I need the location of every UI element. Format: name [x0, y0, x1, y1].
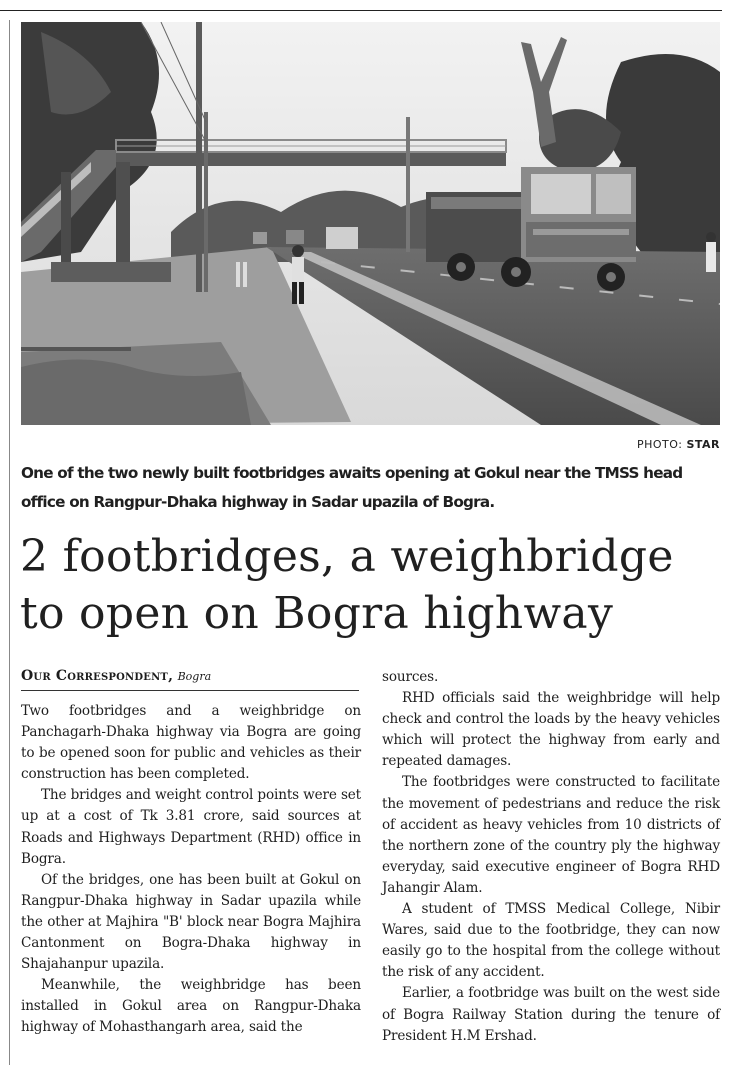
paragraph: Two footbridges and a weighbridge on Panchagarh-Dhaka highway via Bogra are going to be opened soon for public and vehicles as their construction has been completed.	[21, 703, 361, 783]
paragraph: Earlier, a footbridge was built on the west side of Bogra Railway Station during the tenure of President H.M Ershad.	[382, 985, 720, 1044]
photo-illustration	[21, 22, 720, 425]
article-column-1	[21, 701, 361, 1039]
paragraph: Of the bridges, one has been built at Gokul on Rangpur-Dhaka highway in Sadar upazila while the other at Majhira "B' block near Bogra Majhira Cantonment on Bogra-Dhaka highway in Shajahanpur upazila.	[21, 871, 361, 973]
paragraph: A student of TMSS Medical College, Nibir Wares, said due to the footbridge, they can now easily go to the hospital from the college without the risk of any accident.	[382, 901, 720, 981]
photo-credit-label: PHOTO:	[636, 438, 683, 451]
photo-credit	[637, 438, 720, 451]
paragraph: RHD officials said the weighbridge will help check and control the loads by the heavy vehicles which will protect the highway from early and repeated damages.	[382, 690, 720, 770]
headline: 2 footbridges, a weighbridge to open on Bogra highway	[20, 531, 674, 639]
byline-name: Our Correspondent,	[21, 668, 174, 684]
news-photo	[21, 22, 720, 425]
byline	[21, 668, 359, 691]
paragraph: sources.	[382, 669, 439, 685]
paragraph: The bridges and weight control points were set up at a cost of Tk 3.81 crore, said sources at Roads and Highways Department (RHD) office in Bogra.	[21, 787, 361, 867]
photo-caption: One of the two newly built footbridges awaits opening at Gokul near the TMSS head office on Rangpur-Dhaka highway in Sadar upazila of Bogra.	[21, 464, 683, 511]
top-rule	[0, 10, 722, 11]
byline-place: Bogra	[177, 670, 212, 683]
photo-credit-source: STAR	[686, 438, 720, 451]
article-column-2	[382, 667, 720, 1047]
paragraph: Meanwhile, the weighbridge has been installed in Gokul area on Rangpur-Dhaka highway of Mohasthangarh area, said the	[21, 977, 361, 1036]
left-column-rule	[9, 20, 10, 1065]
paragraph: The footbridges were constructed to facilitate the movement of pedestrians and reduce the risk of accident as heavy vehicles from 10 districts of the northern zone of the country ply the highway everyday, said executive engineer of Bogra RHD Jahangir Alam.	[382, 774, 720, 896]
